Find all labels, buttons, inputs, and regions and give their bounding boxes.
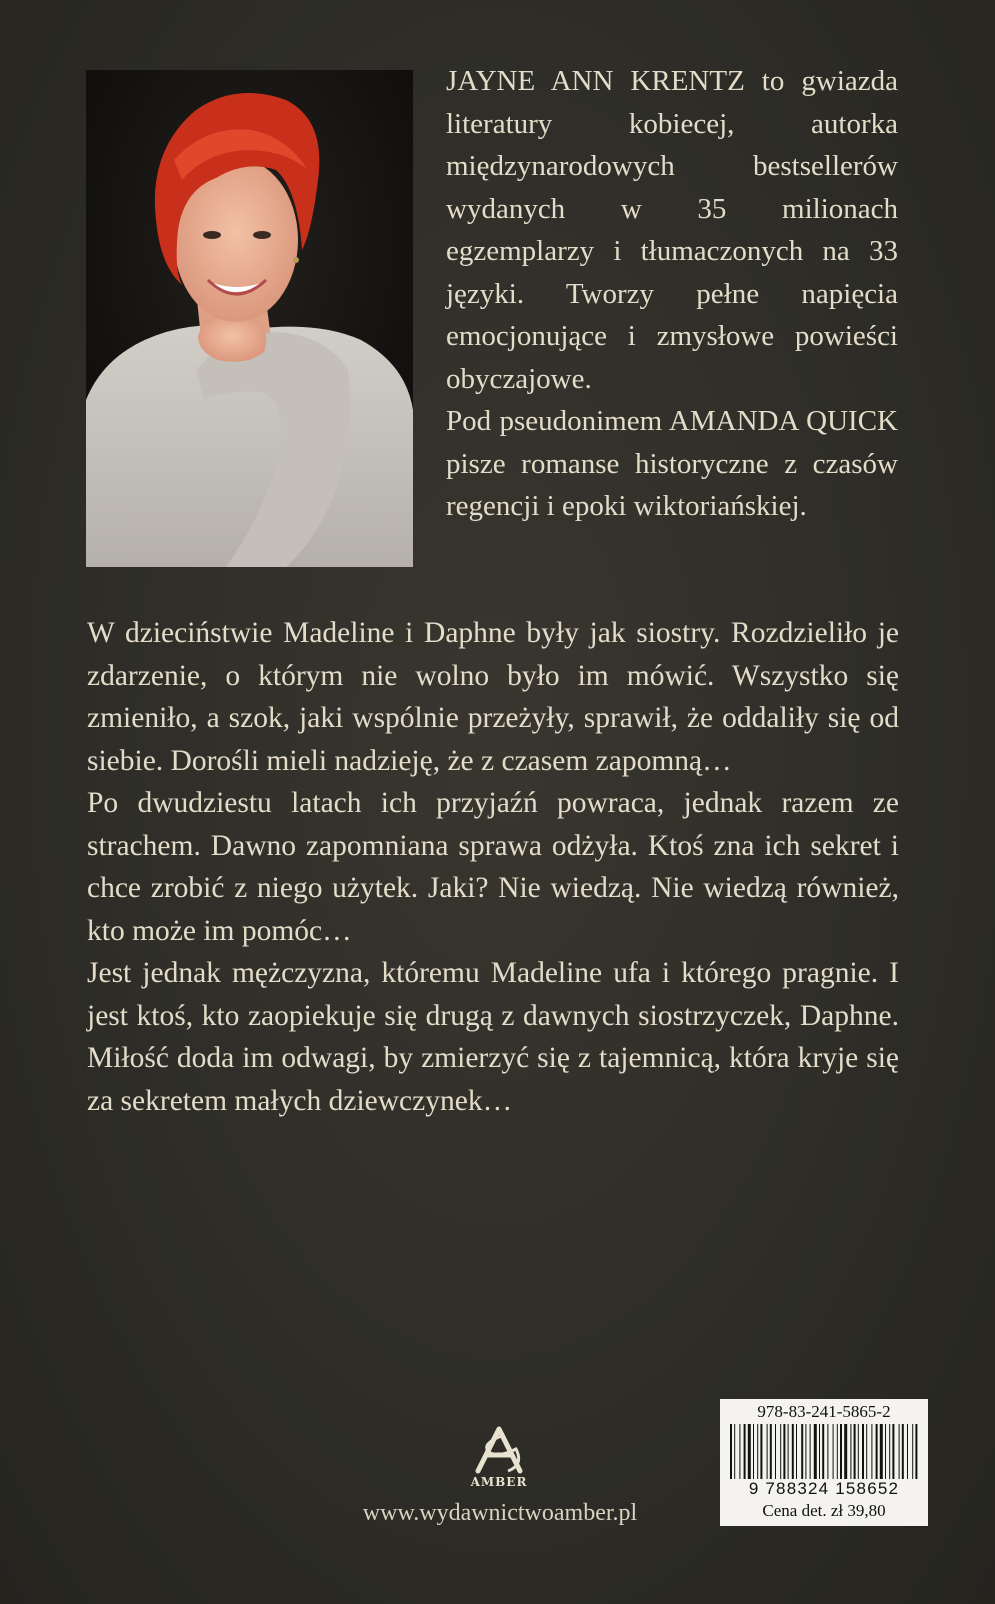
barcode-bar	[753, 1424, 754, 1479]
barcode-bar	[739, 1424, 740, 1479]
author-photo	[86, 70, 413, 567]
barcode-bar	[915, 1424, 917, 1479]
publisher-logo-text: AMBER	[470, 1475, 528, 1489]
barcode-bar	[850, 1424, 851, 1479]
barcode-bar	[810, 1424, 811, 1479]
barcode-bar	[780, 1424, 781, 1479]
barcode-bar	[805, 1424, 806, 1479]
book-blurb	[87, 612, 899, 1122]
barcode-bar	[827, 1424, 828, 1479]
barcode-bar	[819, 1424, 820, 1479]
publisher-logo	[464, 1425, 534, 1493]
bio-paragraph: Pod pseudonimem AMANDA QUICK pisze romanse historyczne z czasów regencji i epoki wiktoriańskiej.	[446, 405, 898, 522]
author-portrait-image	[86, 70, 413, 567]
price-label: Cena det. zł 39,80	[762, 1501, 886, 1520]
barcode-bar	[767, 1424, 768, 1479]
barcode-bar	[912, 1424, 913, 1479]
barcode-bar	[775, 1424, 776, 1479]
barcode-bar	[899, 1424, 900, 1479]
barcode-bar	[770, 1424, 772, 1479]
barcode-bar	[734, 1424, 735, 1479]
barcode-bar	[907, 1424, 908, 1479]
author-bio	[446, 60, 898, 528]
barcode-bar	[796, 1424, 797, 1479]
barcode-bar	[880, 1424, 883, 1479]
barcode-bar	[866, 1424, 867, 1479]
barcode-bar	[862, 1424, 864, 1479]
barcode-bar	[871, 1424, 872, 1479]
barcode-bar	[748, 1424, 751, 1479]
blurb-paragraph: Jest jednak mężczyzna, któremu Madeline ufa i którego pragnie. I jest ktoś, kto zaopiekuje się drugą z dawnych siostrzyczek, Daphne. Miłość doda im odwagi, by zmierzyć się z tajemnicą, która kryje się za sekretem małych dziewczynek…	[87, 957, 899, 1117]
barcode-bar	[844, 1424, 847, 1479]
barcode-label	[720, 1399, 928, 1526]
barcode-bar	[757, 1424, 758, 1479]
barcode-bar	[902, 1424, 904, 1479]
barcode-bar	[792, 1424, 794, 1479]
barcode-bar	[858, 1424, 859, 1479]
barcode-bar	[876, 1424, 878, 1479]
barcode-bar	[744, 1424, 746, 1479]
barcode-bar	[892, 1424, 894, 1479]
blurb-paragraph: W dzieciństwie Madeline i Daphne były jak siostry. Rozdzieliło je zdarzenie, o którym nie wolno było im mówić. Wszystko się zmieniło, a szok, jaki wspólnie przeżyły, sprawił, że oddaliły się od siebie. Dorośli mieli nadzieję, że z czasem zapomną…	[87, 617, 899, 777]
barcode-bar	[788, 1424, 789, 1479]
barcode-icon	[728, 1424, 920, 1479]
publisher-url[interactable]: www.wydawnictwoamber.pl	[362, 1500, 638, 1526]
blurb-paragraph: Po dwudziestu latach ich przyjaźń powraca, jednak razem ze strachem. Dawno zapomniana sprawa odżyła. Ktoś zna ich sekret i chce zrobić z niego użytek. Jaki? Nie wiedzą. Nie wiedzą również, kto może im pomóc…	[87, 787, 899, 947]
barcode-bar	[854, 1424, 856, 1479]
barcode-bar	[783, 1424, 785, 1479]
barcode-bar	[833, 1424, 834, 1479]
barcode-bar	[837, 1424, 838, 1479]
bio-paragraph: JAYNE ANN KRENTZ to gwiazda literatury kobiecej, autorka międzynarodowych bestsellerów wydanych w 35 milionach egzemplarzy i tłumaczonych na 33 języki. Tworzy pełne napięcia emocjonujące i zmysłowe powieści obyczajowe.	[446, 65, 898, 395]
amber-logo-icon	[464, 1425, 534, 1475]
isbn-number: 978-83-241-5865-2	[757, 1402, 891, 1421]
barcode-bar	[760, 1424, 762, 1479]
barcode-bar	[801, 1424, 803, 1479]
barcode-digits: 9 788324 158652	[748, 1479, 900, 1498]
barcode-bar	[814, 1424, 817, 1479]
barcode-bar	[889, 1424, 890, 1479]
barcode-bar	[730, 1424, 732, 1479]
barcode-bar	[885, 1424, 886, 1479]
barcode-bar	[840, 1424, 842, 1479]
barcode-bar	[822, 1424, 824, 1479]
